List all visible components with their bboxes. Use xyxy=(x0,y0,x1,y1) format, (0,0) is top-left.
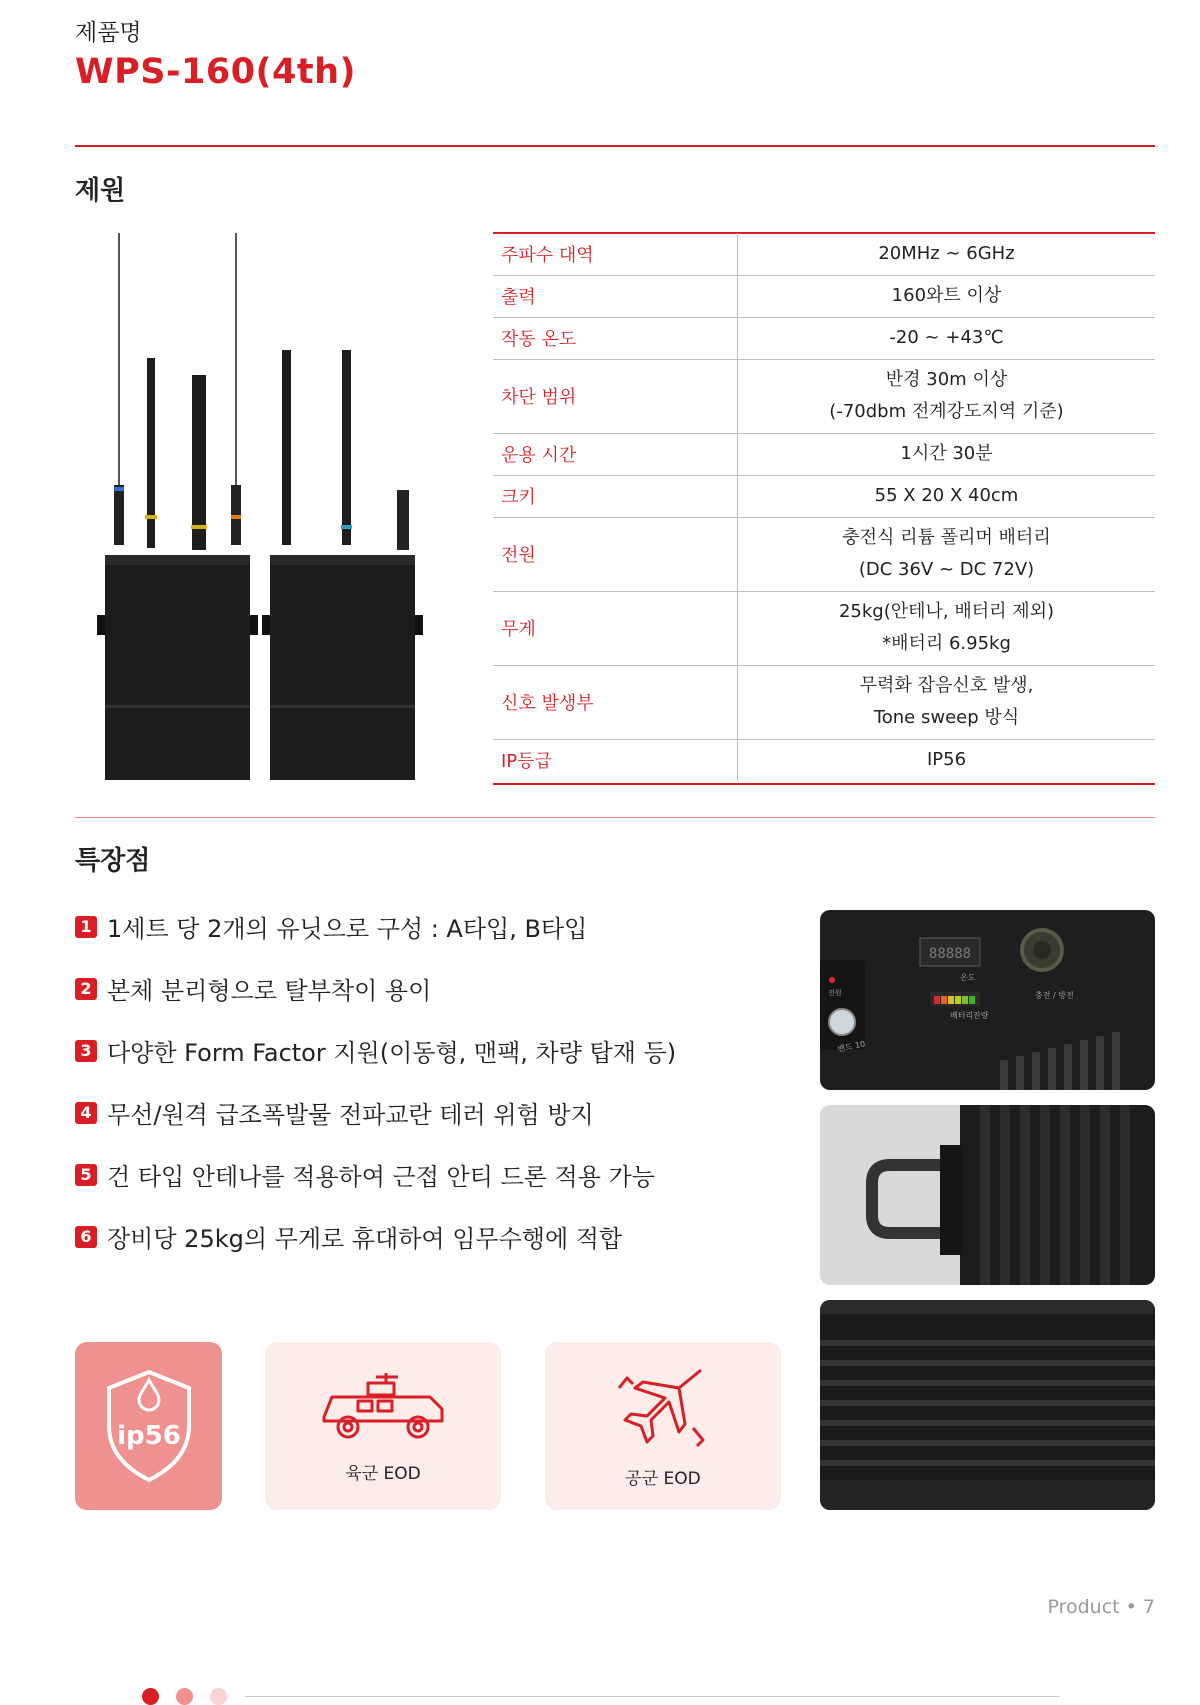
spec-value: IP56 xyxy=(926,749,967,771)
spec-value: 55 X 20 X 40cm xyxy=(874,485,1019,506)
product-label: 제품명 xyxy=(75,20,142,46)
badge-airforce-eod xyxy=(545,1342,781,1510)
spec-key: 크키 xyxy=(493,475,738,517)
feature-number: 6 xyxy=(75,1226,97,1248)
feature-text: 본체 분리형으로 탈부착이 용이 xyxy=(107,977,432,1005)
spec-value xyxy=(738,517,1156,591)
military-vehicle-icon xyxy=(318,1369,448,1449)
spec-section-title: 제원 xyxy=(75,176,126,206)
spec-value xyxy=(738,359,1156,433)
photo-label: 충전 / 방전 xyxy=(1035,991,1074,1000)
photo-label: 전원 xyxy=(828,989,842,997)
footer-rule xyxy=(245,1696,1060,1697)
feature-text: 다양한 Form Factor 지원(이동형, 맨팩, 차량 탑재 등) xyxy=(107,1039,677,1067)
spec-row xyxy=(493,665,1155,739)
photo-label: 온도 xyxy=(960,973,976,982)
spec-row xyxy=(493,233,1155,275)
badge-label: 공군 EOD xyxy=(625,1468,701,1489)
page-number: Product • 7 xyxy=(1047,1596,1155,1618)
spec-value-line: 25kg(안테나, 배터리 제외) xyxy=(838,601,1055,622)
feature-number: 2 xyxy=(75,978,97,1000)
photo-vent-detail xyxy=(820,1300,1155,1510)
spec-row xyxy=(493,359,1155,433)
spec-row xyxy=(493,739,1155,781)
spec-value xyxy=(738,591,1156,665)
feature-text: 1세트 당 2개의 유닛으로 구성 : A타입, B타입 xyxy=(107,915,588,943)
feature-item xyxy=(75,1033,676,1068)
section-divider xyxy=(75,817,1155,818)
feature-number: 1 xyxy=(75,916,97,938)
table-bottom-rule xyxy=(493,783,1155,785)
ip56-badge-text: ip56 xyxy=(116,1421,181,1451)
feature-item xyxy=(75,971,431,1006)
pager-dot xyxy=(210,1688,227,1705)
spec-key: 차단 범위 xyxy=(493,359,738,433)
feature-number: 5 xyxy=(75,1164,97,1186)
feature-item xyxy=(75,1219,622,1254)
spec-key: 작동 온도 xyxy=(493,317,738,359)
spec-value-line: 충전식 리튬 폴리머 배터리 xyxy=(842,527,1051,548)
spec-value: -20 ~ +43℃ xyxy=(889,327,1004,348)
unit-a-antennas xyxy=(114,233,241,550)
spec-row xyxy=(493,517,1155,591)
spec-value-line: 반경 30m 이상 xyxy=(885,369,1008,390)
spec-value xyxy=(738,665,1156,739)
product-name: WPS-160(4th) xyxy=(75,52,357,92)
photo-label: 배터리잔량 xyxy=(950,1011,989,1020)
spec-value-line: Tone sweep 방식 xyxy=(873,707,1020,728)
spec-row xyxy=(493,275,1155,317)
spec-key: 신호 발생부 xyxy=(493,665,738,739)
spec-value-line: (-70dbm 전계강도지역 기준) xyxy=(829,401,1064,422)
badge-ip56 xyxy=(75,1342,222,1510)
spec-value-line: (DC 36V ~ DC 72V) xyxy=(858,559,1035,580)
features-section-title: 특장점 xyxy=(75,846,151,876)
spec-row xyxy=(493,433,1155,475)
spec-value: 1시간 30분 xyxy=(900,443,993,464)
badge-label: 육군 EOD xyxy=(345,1463,421,1484)
spec-key: IP등급 xyxy=(493,739,738,781)
photo-handle-detail xyxy=(820,1105,1155,1285)
badge-army-eod xyxy=(265,1342,501,1510)
feature-item xyxy=(75,909,587,944)
feature-item xyxy=(75,1095,594,1130)
feature-text: 건 타입 안테나를 적용하여 근접 안티 드론 적용 가능 xyxy=(107,1163,655,1191)
spec-row xyxy=(493,591,1155,665)
pager-dot-active xyxy=(142,1688,159,1705)
spec-value: 20MHz ~ 6GHz xyxy=(878,242,1015,264)
ip56-shield-icon xyxy=(101,1366,197,1486)
spec-value-line: 무력화 잡음신호 발생, xyxy=(859,675,1034,696)
spec-key: 주파수 대역 xyxy=(493,233,738,275)
spec-value-line: *배터리 6.95kg xyxy=(882,633,1011,654)
feature-text: 장비당 25kg의 무게로 휴대하여 임무수행에 적합 xyxy=(107,1225,623,1253)
spec-row xyxy=(493,475,1155,517)
svg-text:88888: 88888 xyxy=(928,946,972,962)
device-photo xyxy=(95,225,435,785)
feature-number: 3 xyxy=(75,1040,97,1062)
spec-key: 전원 xyxy=(493,517,738,591)
pager-dot xyxy=(176,1688,193,1705)
photo-label: 밴드 10 xyxy=(836,1039,866,1054)
spec-row xyxy=(493,317,1155,359)
spec-key: 운용 시간 xyxy=(493,433,738,475)
spec-value: 160와트 이상 xyxy=(891,285,1002,306)
photo-control-panel xyxy=(820,910,1155,1090)
header-divider xyxy=(75,145,1155,147)
feature-item xyxy=(75,1157,655,1192)
feature-text: 무선/원격 급조폭발물 전파교란 테러 위험 방지 xyxy=(107,1101,594,1129)
feature-number: 4 xyxy=(75,1102,97,1124)
spec-key: 출력 xyxy=(493,275,738,317)
unit-b-antennas xyxy=(282,350,409,550)
spec-table xyxy=(493,233,1155,781)
fighter-jet-icon xyxy=(613,1364,713,1454)
spec-key: 무게 xyxy=(493,591,738,665)
